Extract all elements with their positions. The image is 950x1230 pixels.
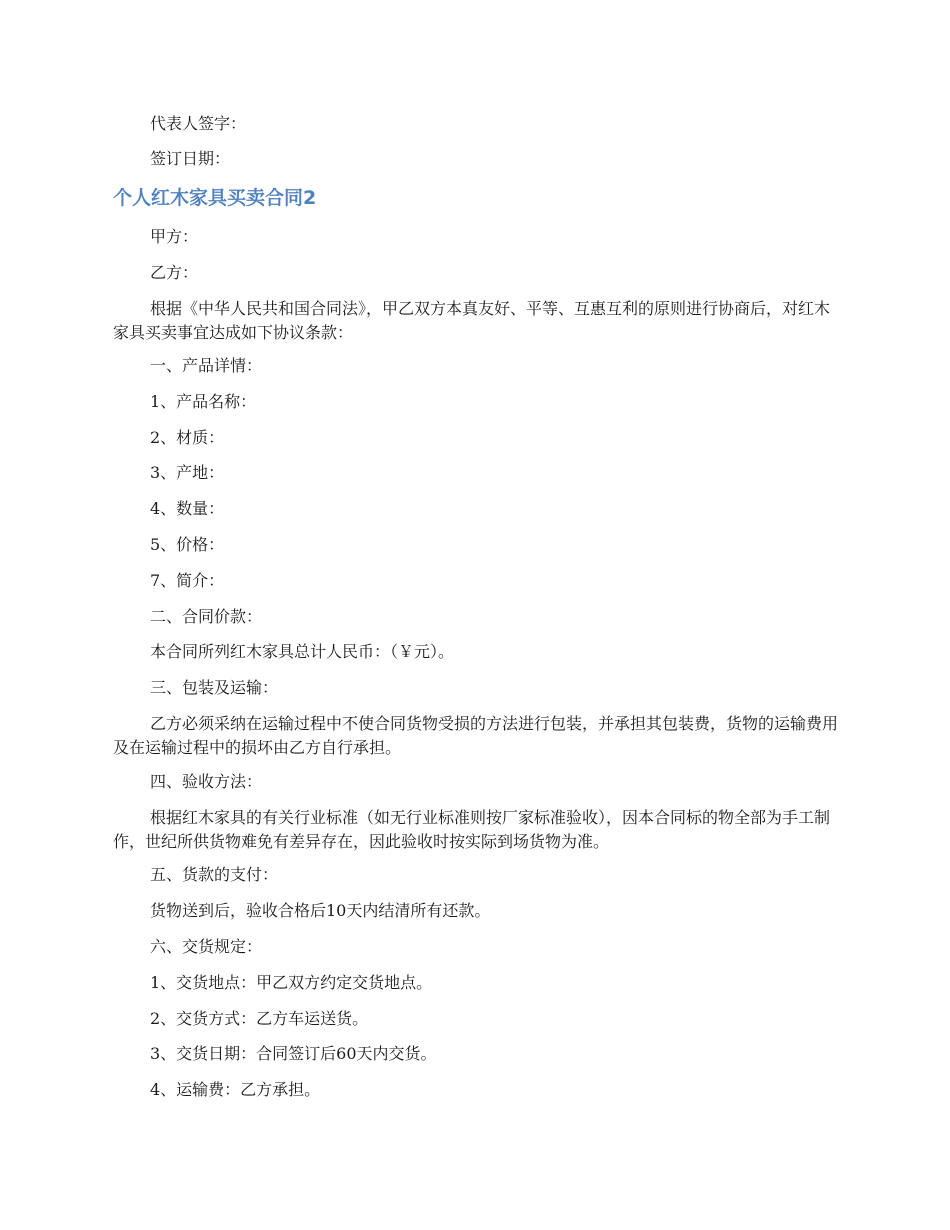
delivery-method-item: 2、交货方式：乙方车运送货。 bbox=[150, 1009, 369, 1028]
section-heading-inspection: 四、验收方法： bbox=[150, 772, 263, 791]
rep-signature-line: 代表人签字： bbox=[150, 114, 247, 133]
section-heading-delivery: 六、交货规定： bbox=[150, 937, 263, 956]
transport-fee-item: 4、运输费：乙方承担。 bbox=[150, 1080, 321, 1099]
section-heading-packaging: 三、包装及运输： bbox=[150, 678, 279, 697]
quantity-item: 4、数量： bbox=[150, 499, 225, 518]
party-a-line: 甲方： bbox=[150, 227, 199, 246]
price-item: 5、价格： bbox=[150, 535, 225, 554]
description-item: 7、简介： bbox=[150, 571, 225, 590]
contract-title: 个人红木家具买卖合同2 bbox=[113, 187, 317, 209]
payment-paragraph: 货物送到后，验收合格后10天内结清所有还款。 bbox=[150, 901, 491, 920]
section-heading-price: 二、合同价款： bbox=[150, 607, 263, 626]
section-heading-payment: 五、货款的支付： bbox=[150, 865, 279, 884]
product-name-item: 1、产品名称： bbox=[150, 392, 257, 411]
signing-date-line: 签订日期： bbox=[150, 149, 231, 168]
intro-paragraph: 根据《中华人民共和国合同法》，甲乙双方本真友好、平等、互惠互利的原则进行协商后，对红木家具买卖事宜达成如下协议条款： bbox=[113, 299, 831, 342]
packaging-paragraph: 乙方必须采纳在运输过程中不使合同货物受损的方法进行包装，并承担其包装费，货物的运输费用及在运输过程中的损坏由乙方自行承担。 bbox=[113, 714, 839, 757]
inspection-paragraph: 根据红木家具的有关行业标准（如无行业标准则按厂家标准验收），因本合同标的物全部为手工制作，世纪所供货物难免有差异存在，因此验收时按实际到场货物为准。 bbox=[113, 808, 831, 851]
delivery-location-item: 1、交货地点：甲乙双方约定交货地点。 bbox=[150, 973, 433, 992]
material-item: 2、材质： bbox=[150, 428, 225, 447]
section-heading-products: 一、产品详情： bbox=[150, 356, 263, 375]
origin-item: 3、产地： bbox=[150, 463, 225, 482]
party-b-line: 乙方： bbox=[150, 263, 199, 282]
delivery-date-item: 3、交货日期：合同签订后60天内交货。 bbox=[150, 1044, 437, 1063]
price-paragraph: 本合同所列红木家具总计人民币：（￥元）。 bbox=[150, 642, 455, 661]
